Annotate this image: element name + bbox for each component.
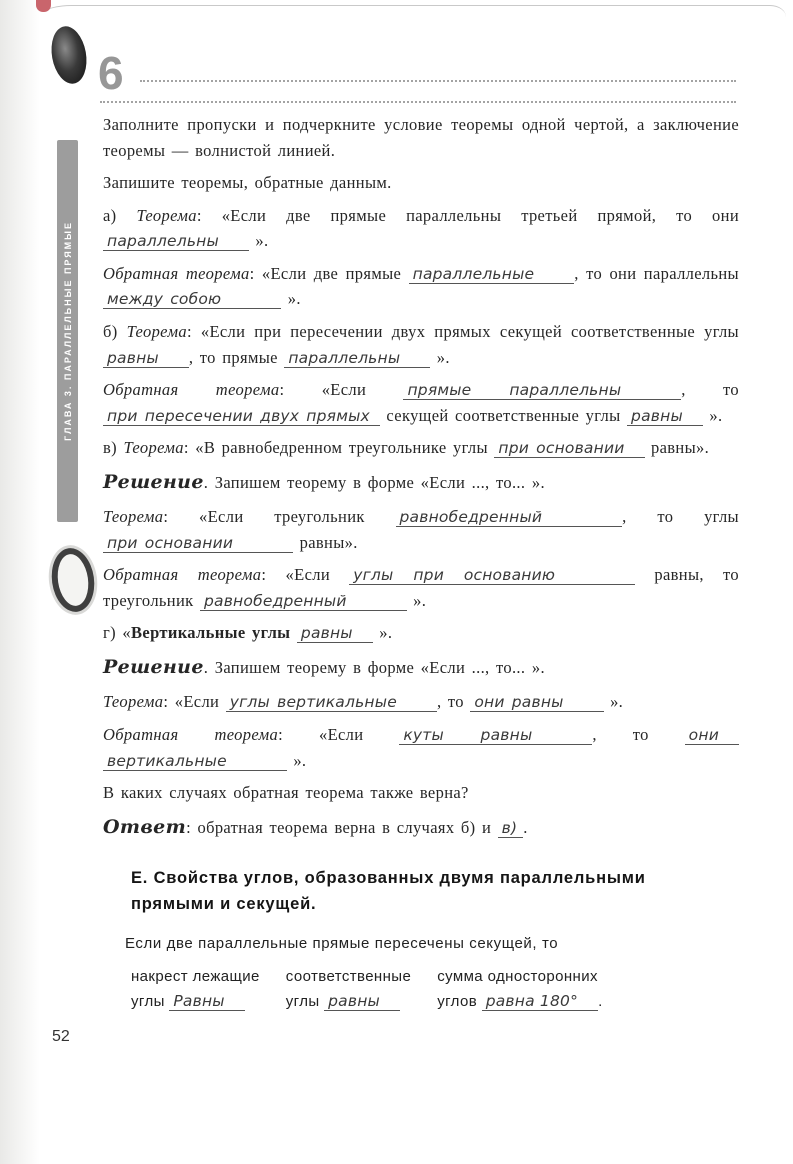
- handwritten-fill[interactable]: в): [498, 819, 524, 838]
- page-number: 52: [52, 1028, 70, 1045]
- inverse-theorem-g: [103, 722, 739, 773]
- handwritten-fill[interactable]: куты равны: [399, 726, 592, 745]
- handwritten-fill[interactable]: вертикальные: [103, 752, 287, 771]
- column-label: соответственные: [285, 968, 412, 986]
- column-label: накрест лежащие: [131, 968, 260, 986]
- theorem-word: Теорема: [136, 205, 197, 225]
- handwritten-fill[interactable]: они равны: [470, 693, 603, 712]
- printed-text: : обратная теорема верна в случаях б) и: [186, 817, 492, 837]
- inverse-theorem-v: [103, 562, 739, 613]
- theorem-g-rewritten: [103, 689, 739, 715]
- page-edge-artifact: [26, 5, 786, 66]
- chapter-sidebar-tab: [57, 140, 78, 522]
- printed-text: ».: [436, 347, 450, 367]
- printed-text: . Запишем теорему в форме «Если ..., то... ».: [203, 658, 545, 677]
- printed-text: равны».: [299, 532, 358, 552]
- printed-text: Заполните пропуски и подчеркните условие теоремы одной чертой, а заключение теоремы — волнистой линией.: [103, 115, 739, 160]
- inverse-theorem-word: Обратная теорема: [103, 565, 262, 585]
- angle-properties-row: [131, 968, 739, 1010]
- printed-text: , то: [592, 725, 649, 744]
- exercise-number: 6: [98, 47, 124, 99]
- printed-text: : «Если треугольник: [163, 507, 365, 527]
- handwritten-fill[interactable]: углы вертикальные: [226, 693, 437, 712]
- section-e-heading: Е. Свойства углов, образованных двумя параллельными прямыми и секущей.: [131, 869, 646, 913]
- dotted-writing-line: [100, 101, 736, 103]
- handwritten-fill[interactable]: при основании: [103, 534, 293, 553]
- printed-text: .: [598, 993, 603, 1011]
- theorem-word: Теорема: [103, 507, 164, 527]
- handwritten-fill[interactable]: равны: [324, 992, 400, 1011]
- inverse-theorem-word: Обратная теорема: [103, 380, 280, 400]
- answer-paragraph: [103, 813, 739, 842]
- spiral-hole-icon: [48, 545, 98, 614]
- theorem-v-rewritten: [103, 504, 739, 555]
- printed-text: углы: [131, 993, 165, 1011]
- handwritten-fill[interactable]: при основании: [494, 439, 644, 458]
- question-paragraph: [103, 780, 739, 806]
- printed-text: : «Если при пересечении двух прямых секущей соответственные углы: [186, 321, 739, 341]
- column-same-side-angles: [437, 968, 602, 1010]
- theorem-b: [103, 319, 739, 370]
- printed-text: секущей соответственные углы: [386, 405, 621, 425]
- handwritten-fill[interactable]: параллельны: [103, 232, 249, 251]
- item-label: а): [103, 205, 117, 225]
- theorem-g: [103, 620, 739, 646]
- section-e-intro: Если две параллельные прямые пересечены секущей, то: [125, 935, 559, 953]
- printed-text: В каких случаях обратная теорема также верна?: [103, 783, 469, 803]
- handwritten-fill[interactable]: равны: [297, 624, 373, 643]
- chapter-sidebar-label: ГЛАВА 3. ПАРАЛЛЕЛЬНЫЕ ПРЯМЫЕ: [62, 221, 73, 441]
- printed-text: : «Если две прямые: [249, 263, 402, 283]
- column-corresponding-angles: [286, 968, 411, 1010]
- printed-text: равны».: [651, 438, 710, 458]
- printed-text: ».: [255, 231, 269, 251]
- theorem-word: Теорема: [126, 321, 187, 341]
- printed-text: углов: [437, 993, 478, 1011]
- inverse-theorem-b: [103, 377, 739, 428]
- solution-word: Решение: [103, 656, 204, 678]
- printed-text: : «Если: [163, 692, 220, 712]
- printed-text: , то: [436, 692, 464, 712]
- instructions-paragraph-2: [103, 170, 739, 196]
- printed-text: , то: [681, 380, 739, 400]
- column-alternate-angles: [131, 968, 260, 1010]
- printed-text: ».: [610, 692, 624, 712]
- printed-text: : «Если две прямые параллельны третьей прямой, то они: [196, 205, 740, 225]
- printed-text: : «В равнобедренном треугольнике углы: [183, 438, 488, 458]
- handwritten-fill[interactable]: углы при основанию: [349, 566, 635, 585]
- inverse-theorem-a: [103, 261, 739, 312]
- scan-corner-mark: [36, 0, 51, 12]
- theorem-word: Теорема: [123, 438, 184, 458]
- printed-text: , то прямые: [188, 347, 278, 367]
- handwritten-fill[interactable]: параллельные: [409, 265, 575, 284]
- printed-text: : «Если: [261, 565, 331, 585]
- handwritten-fill[interactable]: Равны: [169, 992, 244, 1011]
- handwritten-fill[interactable]: параллельны: [284, 349, 430, 368]
- handwritten-fill[interactable]: они: [685, 726, 739, 745]
- printed-text: ».: [287, 289, 301, 309]
- printed-text: ».: [379, 623, 393, 643]
- printed-text: . Запишем теорему в форме «Если ..., то... ».: [203, 472, 545, 492]
- solution-word: Решение: [103, 470, 204, 493]
- handwritten-fill[interactable]: между собою: [103, 290, 281, 309]
- exercise-content: [103, 112, 739, 1010]
- solution-g: [103, 653, 739, 682]
- handwritten-fill[interactable]: равны: [627, 407, 703, 426]
- printed-text: , то они параллельны: [574, 263, 739, 283]
- printed-text: .: [523, 817, 528, 837]
- instructions-paragraph: [103, 112, 739, 163]
- handwritten-fill[interactable]: равна 180°: [482, 992, 598, 1011]
- column-label: сумма односторонних: [437, 968, 598, 986]
- item-label: в): [103, 438, 117, 458]
- handwritten-fill[interactable]: равны: [103, 349, 189, 368]
- dotted-writing-line: [140, 80, 736, 82]
- section-e: [125, 866, 739, 1011]
- bold-statement: Вертикальные углы: [131, 623, 291, 643]
- printed-text: ».: [413, 590, 427, 610]
- item-label: г) «: [103, 623, 132, 643]
- printed-text: Запишите теоремы, обратные данным.: [103, 173, 392, 193]
- handwritten-fill[interactable]: равнобедренный: [200, 592, 407, 611]
- printed-text: ».: [293, 750, 307, 770]
- handwritten-fill[interactable]: равнобедренный: [396, 508, 623, 527]
- inverse-theorem-word: Обратная теорема: [103, 725, 279, 744]
- inverse-theorem-word: Обратная теорема: [103, 263, 250, 283]
- printed-text: , то углы: [622, 507, 739, 527]
- item-label: б): [103, 321, 118, 341]
- page-shadow-artifact: [0, 0, 50, 1164]
- handwritten-fill[interactable]: при пересечении двух прямых: [103, 407, 380, 426]
- printed-text: равны, то треугольник: [103, 565, 739, 610]
- answer-word: Ответ: [103, 815, 187, 838]
- spiral-hole-icon: [47, 23, 91, 86]
- theorem-a: [103, 203, 739, 254]
- theorem-v: [103, 435, 739, 461]
- solution-v: [103, 468, 739, 497]
- printed-text: ».: [709, 405, 723, 425]
- handwritten-fill[interactable]: прямые параллельны: [403, 381, 681, 400]
- theorem-word: Теорема: [103, 692, 164, 712]
- printed-text: углы: [285, 993, 320, 1011]
- printed-text: : «Если: [278, 725, 364, 744]
- printed-text: : «Если: [279, 380, 367, 400]
